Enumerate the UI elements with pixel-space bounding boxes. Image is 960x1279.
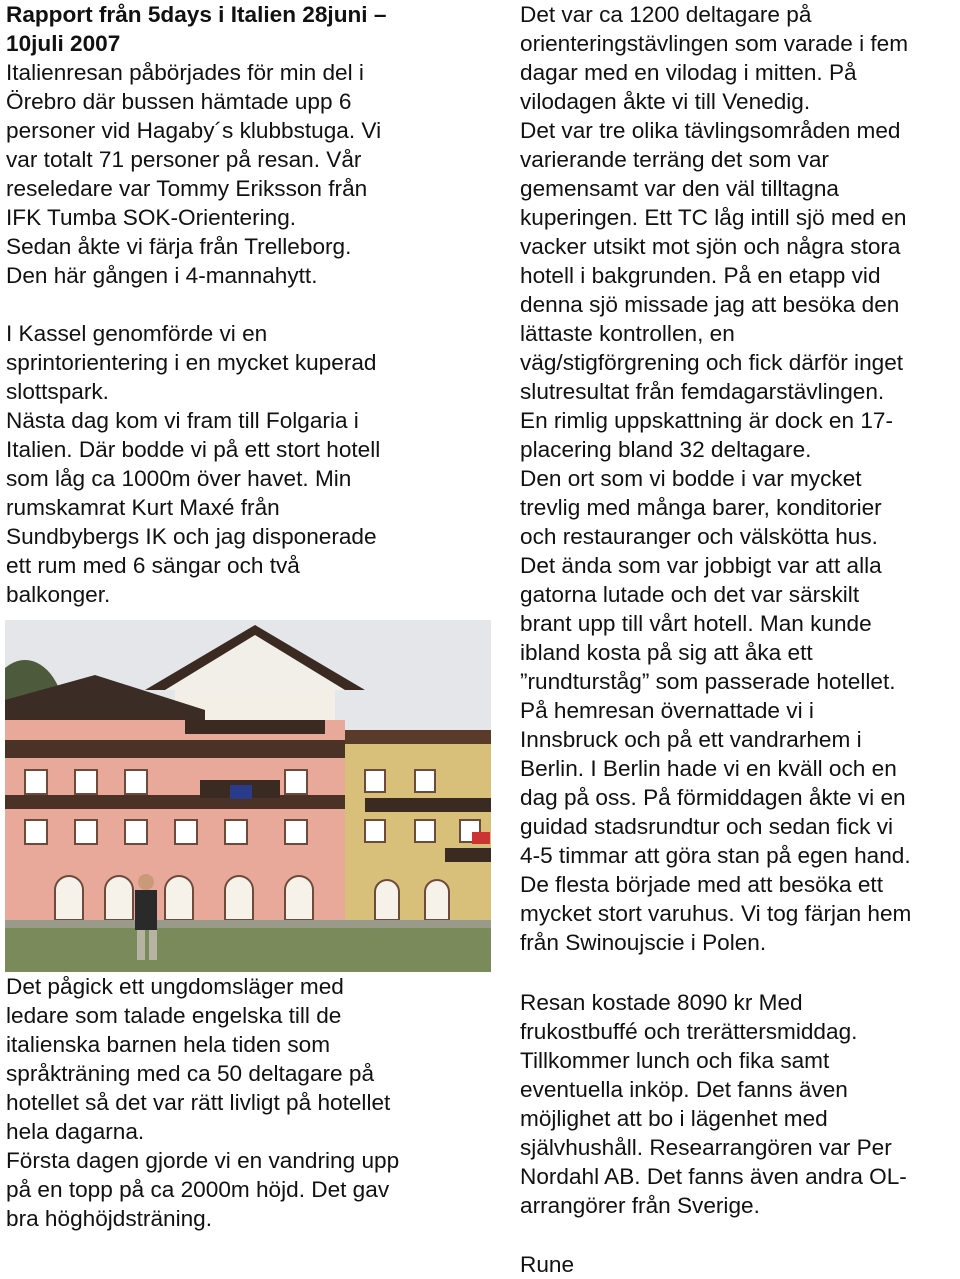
hotel-photo: [5, 620, 491, 972]
right-column-bottom: [520, 988, 960, 1220]
right-column: [520, 0, 960, 957]
cost-paragraph: Resan kostade 8090 kr Med frukostbuffé och trerättersmiddag. Tillkommer lunch och fika samt eventuella inköp. Det fanns även möjlighet att bo i lägenhet med självhushåll. Researrangören var Per Nordahl AB. Det fanns även andra OL- arrangörer från Sverige.: [520, 990, 907, 1218]
article-title: Rapport från 5days i Italien 28juni – 10juli 2007: [6, 2, 387, 56]
left-column-bottom: [6, 972, 486, 1233]
kassel-paragraph: I Kassel genomförde vi en sprintorientering i en mycket kuperad slottspark. Nästa dag kom vi fram till Folgaria i Italien. Där bodde vi på ett stort hotell som låg ca 1000m över havet. Min rumskamrat Kurt Maxé från Sundbybergs IK och jag disponerade ett rum med 6 sängar och två balkonger.: [6, 321, 381, 607]
intro-paragraph: Italienresan påbörjades för min del i Örebro där bussen hämtade upp 6 personer vid Hagaby´s klubbstuga. Vi var totalt 71 personer på resan. Vår reseledare var Tommy Eriksson från IFK Tumba SOK-Orientering. Sedan åkte vi färja från Trelleborg. Den här gången i 4-mannahytt.: [6, 60, 382, 288]
signature: Rune: [520, 1252, 575, 1277]
youth-camp-paragraph: Det pågick ett ungdomsläger med ledare som talade engelska till de italienska barnen hela tiden som språkträning med ca 50 deltagare på hotellet så det var rätt livligt på hotellet hela dagarna. Första dagen gjorde vi en vandring upp på en topp på ca 2000m höjd. Det gav bra höghöjdsträning.: [6, 974, 400, 1231]
competition-paragraph: Det var ca 1200 deltagare på orienteringstävlingen som varade i fem dagar med en vilodag i mitten. På vilodagen åkte vi till Venedig. Det var tre olika tävlingsområden med varierande terräng det som var gemensamt var den väl tilltagna kuperingen. Ett TC låg intill sjö med en vacker utsikt mot sjön och några stora hotell i bakgrunden. På en etapp vid denna sjö missade jag att besöka den lättaste kontrollen, en väg/stigförgrening och fick därför inget slutresultat från femdagarstävlingen. En rimlig uppskattning är dock en 17- placering bland 32 deltagare. Den ort som vi bodde i var mycket trevlig med många barer, konditorier och restauranger och välskötta hus. Det ända som var jobbigt var att alla gatorna lutade och det var särskilt brant upp till vårt hotell. Man kunde ibland kosta på sig att åka ett ”rundturståg” som passerade hotellet. På hemresan övernattade vi i Innsbruck och på ett vandrarhem i Berlin. I Berlin hade vi en kväll och en dag på oss. På förmiddagen åkte vi en guidad stadsrundtur och sedan fick vi 4-5 timmar att göra stan på egen hand. De flesta började med att besöka ett mycket stort varuhus. Vi tog färjan hem från Swinoujscie i Polen.: [520, 2, 912, 955]
left-column: [6, 0, 486, 609]
